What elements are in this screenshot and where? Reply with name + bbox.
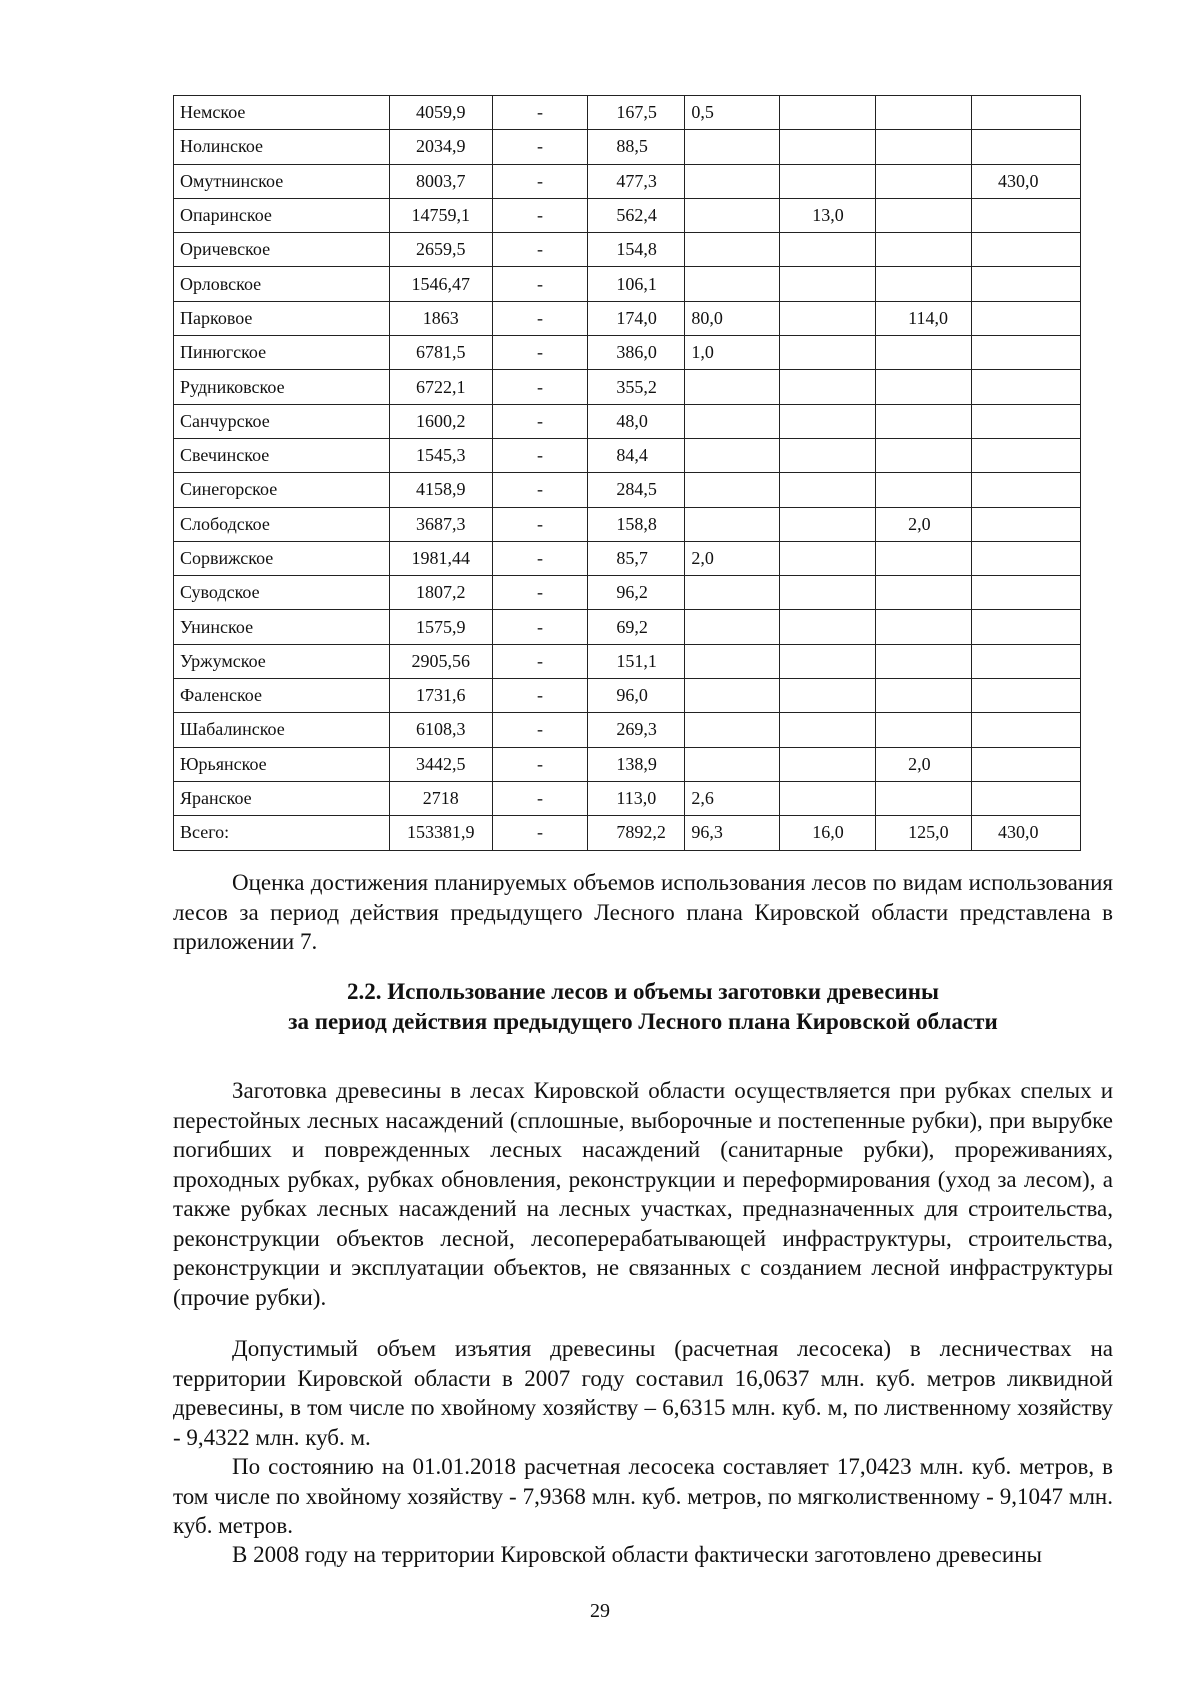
- value-cell: [685, 233, 780, 267]
- table-row: [174, 747, 1081, 781]
- value-cell: [780, 747, 876, 781]
- value-cell: [780, 781, 876, 815]
- value-cell: [876, 198, 972, 232]
- value-cell: [972, 370, 1081, 404]
- table-row: [174, 130, 1081, 164]
- value-cell: -: [492, 576, 588, 610]
- value-cell: 84,4: [588, 438, 685, 472]
- value-cell: 2659,5: [389, 233, 492, 267]
- row-label-cell: Фаленское: [174, 679, 390, 713]
- value-cell: [685, 747, 780, 781]
- value-cell: 1575,9: [389, 610, 492, 644]
- table-row: [174, 644, 1081, 678]
- value-cell: [876, 164, 972, 198]
- value-cell: [876, 713, 972, 747]
- value-cell: [780, 576, 876, 610]
- value-cell: -: [492, 130, 588, 164]
- value-cell: [876, 370, 972, 404]
- value-cell: [780, 610, 876, 644]
- value-cell: 125,0: [876, 816, 972, 850]
- row-label-cell: Синегорское: [174, 473, 390, 507]
- value-cell: [780, 541, 876, 575]
- value-cell: -: [492, 473, 588, 507]
- value-cell: 7892,2: [588, 816, 685, 850]
- value-cell: [685, 267, 780, 301]
- value-cell: 69,2: [588, 610, 685, 644]
- value-cell: [876, 336, 972, 370]
- value-cell: -: [492, 336, 588, 370]
- table-row: [174, 438, 1081, 472]
- value-cell: 2905,56: [389, 644, 492, 678]
- value-cell: 355,2: [588, 370, 685, 404]
- row-label-cell: Нолинское: [174, 130, 390, 164]
- value-cell: 167,5: [588, 96, 685, 130]
- paragraph-cut-2018: По состоянию на 01.01.2018 расчетная лесосека составляет 17,0423 млн. куб. метров, в том числе по хвойному хозяйству - 7,9368 млн. куб. метров, по мягколиственному - 9,1047 млн. куб. метров.: [173, 1454, 1113, 1538]
- value-cell: -: [492, 233, 588, 267]
- value-cell: [972, 301, 1081, 335]
- value-cell: 3442,5: [389, 747, 492, 781]
- value-cell: 96,0: [588, 679, 685, 713]
- value-cell: 477,3: [588, 164, 685, 198]
- row-label-cell: Орловское: [174, 267, 390, 301]
- heading-line-2: за период действия предыдущего Лесного плана Кировской области: [288, 1009, 998, 1034]
- value-cell: -: [492, 507, 588, 541]
- value-cell: 430,0: [972, 164, 1081, 198]
- value-cell: [876, 644, 972, 678]
- value-cell: [876, 267, 972, 301]
- value-cell: [972, 576, 1081, 610]
- value-cell: -: [492, 198, 588, 232]
- paragraph-assessment: Оценка достижения планируемых объемов использования лесов по видам использования лесов за период действия предыдущего Лесного плана Кировской области представлена в приложении 7.: [173, 870, 1113, 954]
- value-cell: [972, 198, 1081, 232]
- value-cell: -: [492, 541, 588, 575]
- value-cell: 13,0: [780, 198, 876, 232]
- heading-line-1: 2.2. Использование лесов и объемы заготовки древесины: [346, 979, 940, 1004]
- value-cell: -: [492, 370, 588, 404]
- value-cell: [685, 679, 780, 713]
- paragraph-2008: В 2008 году на территории Кировской области фактически заготовлено древесины: [232, 1542, 1042, 1567]
- value-cell: [972, 404, 1081, 438]
- table-row: [174, 96, 1081, 130]
- value-cell: 80,0: [685, 301, 780, 335]
- value-cell: 158,8: [588, 507, 685, 541]
- value-cell: [685, 164, 780, 198]
- value-cell: [685, 644, 780, 678]
- value-cell: [972, 644, 1081, 678]
- value-cell: [972, 96, 1081, 130]
- row-label-cell: Юрьянское: [174, 747, 390, 781]
- row-label-cell: Парковое: [174, 301, 390, 335]
- section-heading: [173, 977, 1113, 1037]
- row-label-cell: Слободское: [174, 507, 390, 541]
- value-cell: [685, 198, 780, 232]
- row-label-cell: Пинюгское: [174, 336, 390, 370]
- value-cell: [876, 96, 972, 130]
- value-cell: 114,0: [876, 301, 972, 335]
- value-cell: 3687,3: [389, 507, 492, 541]
- value-cell: -: [492, 644, 588, 678]
- value-cell: [876, 541, 972, 575]
- row-label-cell: Свечинское: [174, 438, 390, 472]
- value-cell: -: [492, 301, 588, 335]
- table-row: [174, 473, 1081, 507]
- value-cell: [685, 473, 780, 507]
- value-cell: [780, 301, 876, 335]
- value-cell: 151,1: [588, 644, 685, 678]
- table-row: [174, 336, 1081, 370]
- value-cell: 2034,9: [389, 130, 492, 164]
- row-label-cell: Немское: [174, 96, 390, 130]
- row-label-cell: Оричевское: [174, 233, 390, 267]
- value-cell: 2,6: [685, 781, 780, 815]
- value-cell: [972, 713, 1081, 747]
- value-cell: 1,0: [685, 336, 780, 370]
- value-cell: [972, 507, 1081, 541]
- table-row: [174, 610, 1081, 644]
- value-cell: 96,3: [685, 816, 780, 850]
- value-cell: 154,8: [588, 233, 685, 267]
- value-cell: 4158,9: [389, 473, 492, 507]
- value-cell: -: [492, 164, 588, 198]
- value-cell: [780, 713, 876, 747]
- value-cell: [972, 336, 1081, 370]
- value-cell: -: [492, 781, 588, 815]
- paragraph-harvesting: Заготовка древесины в лесах Кировской области осуществляется при рубках спелых и перестойных лесных насаждений (сплошные, выборочные и постепенные рубки), при вырубке погибших и поврежденных лесных насаждений (санитарные рубки), прореживаниях, проходных рубках, рубках обновления, реконструкции и переформирования (уход за лесом), а также рубках лесных насаждений на лесных участках, предназначенных для строительства, реконструкции объектов лесной, лесоперерабатывающей инфраструктуры, строительства, реконструкции и эксплуатации объектов, не связанных с созданием лесной инфраструктуры (прочие рубки).: [173, 1078, 1113, 1310]
- value-cell: [972, 130, 1081, 164]
- value-cell: [876, 781, 972, 815]
- value-cell: -: [492, 267, 588, 301]
- value-cell: 138,9: [588, 747, 685, 781]
- value-cell: [876, 576, 972, 610]
- value-cell: [876, 404, 972, 438]
- value-cell: [972, 541, 1081, 575]
- table-row: [174, 164, 1081, 198]
- value-cell: [876, 130, 972, 164]
- value-cell: [780, 644, 876, 678]
- table-row: [174, 781, 1081, 815]
- value-cell: 153381,9: [389, 816, 492, 850]
- value-cell: [780, 96, 876, 130]
- value-cell: [780, 370, 876, 404]
- value-cell: [876, 438, 972, 472]
- value-cell: 14759,1: [389, 198, 492, 232]
- value-cell: [780, 507, 876, 541]
- value-cell: [780, 164, 876, 198]
- value-cell: [780, 233, 876, 267]
- value-cell: 4059,9: [389, 96, 492, 130]
- table-row: [174, 816, 1081, 850]
- value-cell: -: [492, 610, 588, 644]
- value-cell: 106,1: [588, 267, 685, 301]
- table-row: [174, 507, 1081, 541]
- value-cell: [780, 438, 876, 472]
- page-number: 29: [590, 1600, 610, 1622]
- value-cell: [685, 438, 780, 472]
- value-cell: [876, 473, 972, 507]
- value-cell: 6108,3: [389, 713, 492, 747]
- value-cell: 48,0: [588, 404, 685, 438]
- row-label-cell: Санчурское: [174, 404, 390, 438]
- table-row: [174, 679, 1081, 713]
- value-cell: [972, 679, 1081, 713]
- value-cell: 562,4: [588, 198, 685, 232]
- value-cell: [876, 610, 972, 644]
- table-row: [174, 301, 1081, 335]
- value-cell: 6722,1: [389, 370, 492, 404]
- table-row: [174, 541, 1081, 575]
- row-label-cell: Уржумское: [174, 644, 390, 678]
- row-label-cell: Унинское: [174, 610, 390, 644]
- row-label-cell: Омутнинское: [174, 164, 390, 198]
- value-cell: [972, 473, 1081, 507]
- value-cell: 2,0: [876, 507, 972, 541]
- table-body: [174, 96, 1081, 851]
- value-cell: 1863: [389, 301, 492, 335]
- table-row: [174, 713, 1081, 747]
- row-label-cell: Яранское: [174, 781, 390, 815]
- value-cell: [780, 267, 876, 301]
- value-cell: 1807,2: [389, 576, 492, 610]
- value-cell: [972, 267, 1081, 301]
- value-cell: -: [492, 96, 588, 130]
- row-label-cell: Шабалинское: [174, 713, 390, 747]
- value-cell: [972, 233, 1081, 267]
- value-cell: [685, 610, 780, 644]
- value-cell: [780, 130, 876, 164]
- value-cell: 284,5: [588, 473, 685, 507]
- value-cell: -: [492, 438, 588, 472]
- value-cell: [685, 130, 780, 164]
- value-cell: -: [492, 816, 588, 850]
- value-cell: 2,0: [876, 747, 972, 781]
- value-cell: -: [492, 404, 588, 438]
- value-cell: 269,3: [588, 713, 685, 747]
- value-cell: 174,0: [588, 301, 685, 335]
- value-cell: [780, 336, 876, 370]
- value-cell: [972, 438, 1081, 472]
- value-cell: 6781,5: [389, 336, 492, 370]
- value-cell: [972, 610, 1081, 644]
- value-cell: [685, 370, 780, 404]
- value-cell: [685, 713, 780, 747]
- table-row: [174, 267, 1081, 301]
- table-row: [174, 576, 1081, 610]
- row-label-cell: Всего:: [174, 816, 390, 850]
- value-cell: [685, 576, 780, 610]
- value-cell: 1545,3: [389, 438, 492, 472]
- row-label-cell: Сорвижское: [174, 541, 390, 575]
- value-cell: 0,5: [685, 96, 780, 130]
- row-label-cell: Суводское: [174, 576, 390, 610]
- value-cell: [876, 679, 972, 713]
- table-row: [174, 233, 1081, 267]
- value-cell: 2,0: [685, 541, 780, 575]
- value-cell: -: [492, 713, 588, 747]
- value-cell: -: [492, 679, 588, 713]
- row-label-cell: Рудниковское: [174, 370, 390, 404]
- row-label-cell: Опаринское: [174, 198, 390, 232]
- table-row: [174, 404, 1081, 438]
- value-cell: 113,0: [588, 781, 685, 815]
- value-cell: 1600,2: [389, 404, 492, 438]
- value-cell: -: [492, 747, 588, 781]
- value-cell: [972, 747, 1081, 781]
- value-cell: 2718: [389, 781, 492, 815]
- value-cell: [685, 404, 780, 438]
- value-cell: [685, 507, 780, 541]
- value-cell: 1981,44: [389, 541, 492, 575]
- value-cell: 386,0: [588, 336, 685, 370]
- value-cell: 88,5: [588, 130, 685, 164]
- value-cell: [780, 404, 876, 438]
- value-cell: 85,7: [588, 541, 685, 575]
- forest-usage-table: [173, 95, 1081, 851]
- value-cell: 430,0: [972, 816, 1081, 850]
- value-cell: 1546,47: [389, 267, 492, 301]
- table-row: [174, 198, 1081, 232]
- value-cell: [780, 679, 876, 713]
- table-row: [174, 370, 1081, 404]
- value-cell: [876, 233, 972, 267]
- paragraph-allowable-cut: Допустимый объем изъятия древесины (расчетная лесосека) в лесничествах на территории Кировской области в 2007 году составил 16,0637 млн. куб. метров ликвидной древесины, в том числе по хвойному хозяйству – 6,6315 млн. куб. м, по лиственному хозяйству - 9,4322 млн. куб. м.: [173, 1336, 1113, 1450]
- value-cell: [972, 781, 1081, 815]
- value-cell: 8003,7: [389, 164, 492, 198]
- value-cell: 96,2: [588, 576, 685, 610]
- value-cell: 1731,6: [389, 679, 492, 713]
- value-cell: 16,0: [780, 816, 876, 850]
- value-cell: [780, 473, 876, 507]
